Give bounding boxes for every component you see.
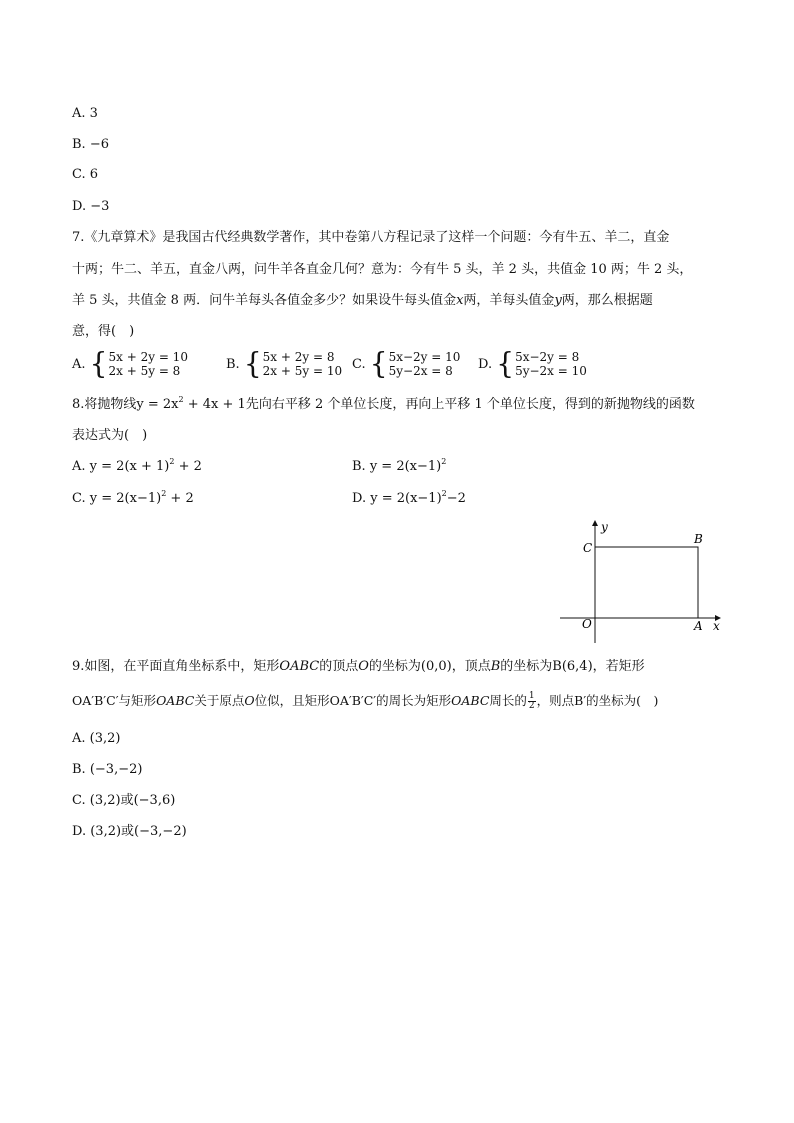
label-c: C (583, 541, 593, 555)
coordinate-figure (556, 515, 728, 645)
rectangle-oabc (595, 547, 698, 618)
fraction-one-half: $\frac{1}{2}$ (528, 691, 535, 711)
q8-option-d: D. $y = 2(x-1)^2-2$ (352, 489, 466, 506)
q7-line-3: 羊 5 头，共值金 8 两．问牛羊每头各值金多少？如果设牛每头值金x两，羊每头值金y两，那么根据题 (72, 293, 653, 308)
label-x: x (713, 619, 720, 633)
label-y: y (601, 520, 608, 534)
q6-option-d: D. −3 (72, 199, 110, 214)
q7-line-4: 意，得( ) (72, 324, 135, 339)
q6-option-b: B. −6 (72, 137, 109, 152)
q7-option-b: B. { 5x + 2y = 8 2x + 5y = 10 (226, 346, 343, 381)
q8-option-b: B. $y = 2(x-1)^2$ (352, 457, 447, 474)
q9-line-2: OA′B′C′与矩形OABC关于原点O位似，且矩形OA′B′C′的周长为矩形OABC周长的 $\frac{1}{2}$ ，则点B′的坐标为( ) (72, 691, 659, 711)
q9-option-c: C. (3,2)或(−3,6) (72, 793, 176, 808)
label-a: A (694, 619, 703, 633)
q6-option-c: C. 6 (72, 167, 99, 182)
q7-option-c: C. { 5x−2y = 10 5y−2x = 8 (352, 346, 461, 381)
q8-line-2: 表达式为( ) (72, 428, 148, 443)
label-o: O (582, 617, 592, 631)
label-b: B (694, 532, 703, 546)
q9-option-b: B. (−3,−2) (72, 762, 143, 777)
q7-line-1: 7.《九章算术》是我国古代经典数学著作，其中卷第八方程记录了这样一个问题：今有牛五、羊二，直金 (72, 230, 670, 245)
q9-option-a: A. (3,2) (72, 731, 121, 746)
q7-line-2: 十两；牛二、羊五，直金八两，问牛羊各直金几何？意为：今有牛 5 头，羊 2 头，共值金 10 两；牛 2 头， (72, 262, 693, 277)
q7-option-d: D. { 5x−2y = 8 5y−2x = 10 (478, 346, 587, 381)
q6-option-a: A. 3 (72, 106, 98, 121)
q9-line-1: 9.如图，在平面直角坐标系中，矩形OABC的顶点O的坐标为(0,0)，顶点B的坐标为B(6,4)，若矩形 (72, 659, 645, 674)
q8-option-a: A. $y = 2(x + 1)^2 + 2$ (72, 457, 202, 474)
q7-option-a: A. { 5x + 2y = 10 2x + 5y = 8 (72, 346, 188, 381)
q8-option-c: C. $y = 2(x-1)^2 + 2$ (72, 489, 194, 506)
q8-line-1: 8.将抛物线$y = 2x^2 + 4x + 1$先向右平移 2 个单位长度，再向上平移 1 个单位长度，得到的新抛物线的函数 (72, 395, 695, 412)
q9-option-d: D. (3,2)或(−3,−2) (72, 824, 187, 839)
